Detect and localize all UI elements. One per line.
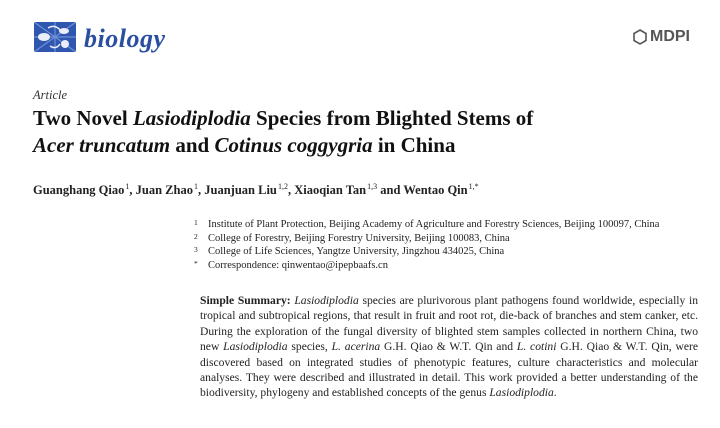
title-text: in China	[372, 133, 456, 157]
mdpi-hexagon-icon	[633, 29, 647, 45]
author-separator: ,	[287, 183, 295, 198]
affiliation-item	[194, 245, 694, 259]
journal-logo-icon	[34, 22, 76, 52]
author-name[interactable]: Xiaoqian Tan	[294, 183, 367, 198]
affiliation-item	[194, 218, 694, 232]
affiliation-number: 2	[194, 231, 198, 241]
author-name[interactable]: Guanghang Qiao	[33, 183, 125, 198]
summary-genus: Lasiodiplodia	[294, 294, 359, 307]
article-type: Article	[33, 88, 68, 102]
author-separator: ,	[198, 183, 205, 198]
summary-species: L. cotini	[516, 340, 557, 354]
title-host-2: Cotinus coggygria	[214, 133, 373, 157]
title-host-1: Acer truncatum	[33, 133, 171, 157]
affiliation-text: Institute of Plant Protection, Beijing Academy of Agriculture and Forestry Sciences, Beijing 100097, China	[208, 219, 660, 230]
affiliation-text: College of Life Sciences, Yangtze University, Jingzhou 434025, China	[208, 246, 505, 257]
title-text: Species from Blighted Stems of	[250, 106, 534, 130]
author-separator: ,	[129, 183, 136, 198]
author-list	[33, 182, 479, 198]
summary-text: species are plurivorous plant pathogens found worldwide, especially in tropical and subtropical regions, that result in fruit and root rot, die-back of branches and stem canker, etc. During the exploration of the fungal diversity of blighted stem samples collected in northern China, two new	[200, 294, 699, 354]
title-line-2	[33, 132, 673, 159]
publisher-name: MDPI	[650, 28, 690, 45]
article-title	[33, 105, 673, 159]
simple-summary	[200, 293, 698, 401]
affiliation-list	[194, 218, 694, 272]
author-name[interactable]: Wentao Qin	[403, 183, 468, 198]
journal-header	[30, 14, 700, 64]
author-affiliation-ref: 1	[194, 182, 199, 191]
affiliation-item	[194, 232, 694, 246]
title-genus: Lasiodiplodia	[132, 106, 251, 130]
affiliation-number: *	[194, 258, 198, 268]
summary-text: G.H. Qiao & W.T. Qin, were discovered based on integrated studies of phenotypic features, culture characteristics and molecular analyses. They were described and illustrated in detail. This work provided a better understanding of the biodiversity, phylogeny and established concepts of the genus	[200, 340, 698, 400]
affiliation-text: College of Forestry, Beijing Forestry University, Beijing 100083, China	[208, 232, 510, 244]
affiliation-number: 3	[194, 245, 198, 254]
summary-genus: Lasiodiplodia	[489, 386, 554, 400]
author-affiliation-ref: 1,2	[277, 182, 288, 191]
author-name[interactable]: Juan Zhao	[135, 183, 193, 198]
summary-text: G.H. Qiao & W.T. Qin and	[380, 340, 517, 354]
correspondence-text[interactable]: Correspondence: qinwentao@ipepbaafs.cn	[208, 259, 388, 271]
author-separator: and	[377, 183, 404, 198]
author-affiliation-ref: 1,3	[367, 182, 378, 191]
affiliation-number: 1	[194, 218, 198, 227]
summary-genus: Lasiodiplodia	[223, 340, 288, 354]
title-line-1	[33, 105, 673, 132]
publisher-logo	[633, 28, 690, 46]
author-name[interactable]: Juanjuan Liu	[204, 183, 277, 198]
author-affiliation-ref: 1	[125, 182, 130, 191]
summary-text: .	[553, 386, 557, 400]
title-text: Two Novel	[33, 106, 133, 130]
author-affiliation-ref: 1,*	[468, 182, 479, 191]
summary-label: Simple Summary:	[200, 294, 291, 307]
title-text: and	[170, 133, 215, 157]
journal-name: biology	[84, 24, 166, 53]
affiliation-item	[194, 259, 694, 273]
summary-species: L. acerina	[331, 340, 381, 354]
summary-text: species,	[287, 340, 332, 354]
